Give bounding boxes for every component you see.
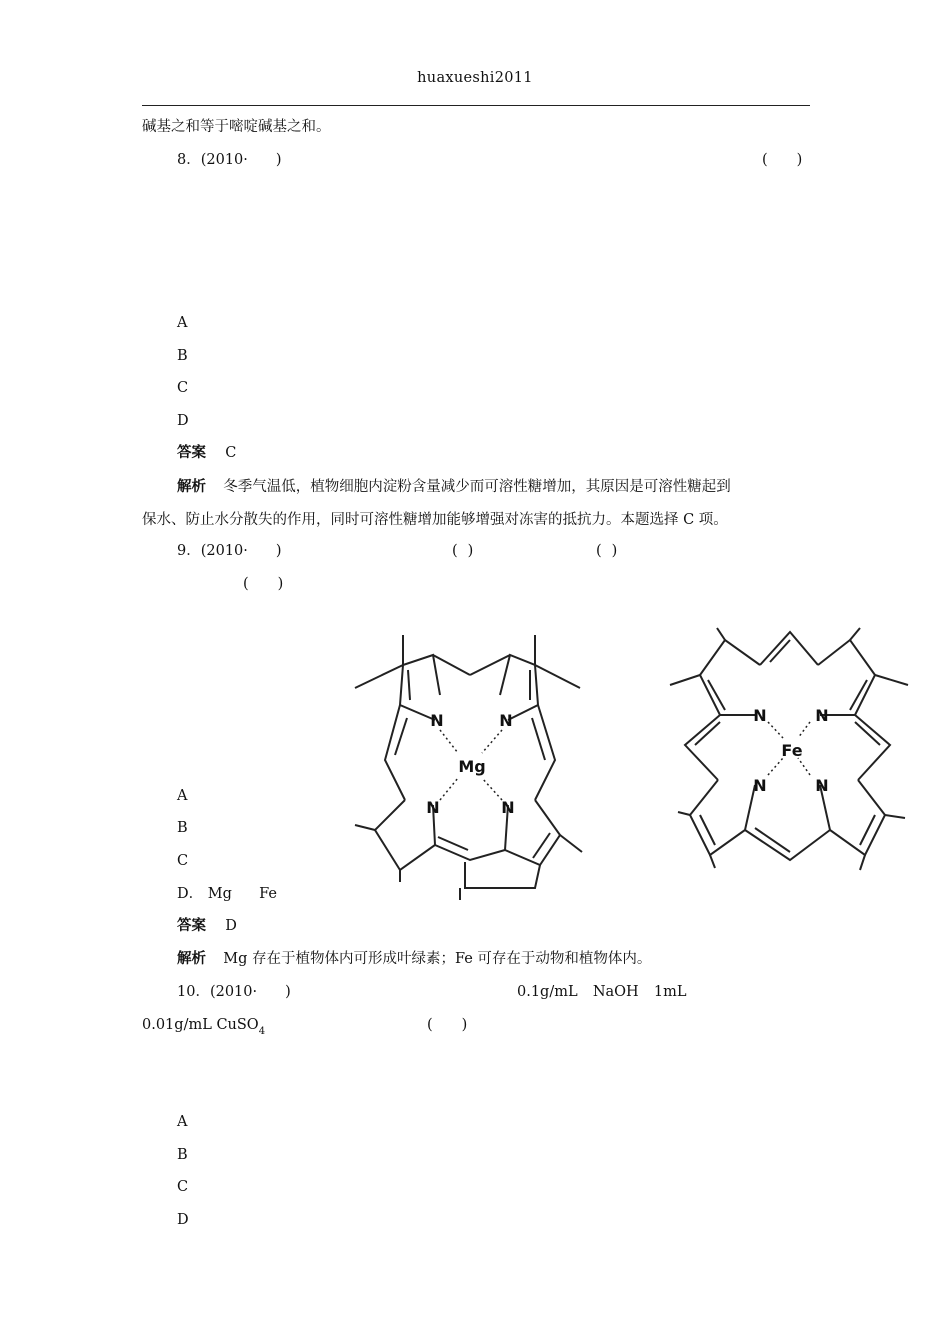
q8-analysis-label: 解析	[177, 478, 206, 495]
q9-option-d-label: D．	[177, 886, 204, 902]
mg-n-top-left: N	[430, 711, 444, 730]
q10-option-d: D	[177, 1212, 189, 1228]
q10-line1	[177, 982, 291, 1002]
q9-option-b: B	[177, 820, 188, 836]
q10-option-a: A	[177, 1114, 188, 1130]
q9-option-d-fe: Fe	[259, 886, 277, 902]
q9-paren-2-open: (	[596, 543, 602, 559]
q9-number: 9．(2010·	[177, 543, 248, 559]
q9-option-d	[177, 884, 277, 904]
q10-line2	[142, 1015, 265, 1042]
fe-center-label: Fe	[781, 741, 803, 760]
page-header: huaxueshi2011	[417, 70, 533, 86]
q10-line1-right	[517, 982, 687, 1002]
q8-line1	[177, 150, 282, 170]
q8-option-d: D	[177, 413, 189, 429]
fe-n-top-left: N	[753, 706, 767, 725]
porphyrin-structures-figure	[340, 620, 940, 910]
fe-n-top-right: N	[815, 706, 829, 725]
q10-naoh: NaOH	[592, 984, 639, 1000]
q8-analysis-text-2: 保水、防止水分散失的作用，同时可溶性糖增加能够增强对冻害的抵抗力。本题选择 C 项。	[142, 512, 728, 528]
q9-option-a: A	[177, 788, 188, 804]
q10-volume: 1mL	[653, 984, 687, 1000]
fe-n-bottom-right: N	[815, 776, 829, 795]
q8-answer	[177, 443, 236, 463]
q9-paren-2-close: )	[611, 543, 618, 559]
q8-source-close: )	[275, 152, 282, 168]
q10-number: 10．(2010·	[177, 984, 258, 1000]
q9-answer-paren: ( )	[243, 576, 284, 592]
q9-paren-1-close: )	[467, 543, 474, 559]
q8-option-c: C	[177, 380, 189, 396]
q8-answer-value: C	[225, 445, 237, 461]
q9-source-close: )	[275, 543, 282, 559]
q8-answer-paren: ( )	[762, 152, 803, 168]
q9-paren-2	[596, 541, 617, 561]
header-rule	[142, 105, 810, 106]
q9-option-d-mg: Mg	[207, 886, 232, 902]
q9-answer-value: D	[225, 918, 237, 934]
continuation-text: 碱基之和等于嘧啶碱基之和。	[142, 119, 331, 135]
mg-center-label: Mg	[458, 757, 486, 776]
mg-n-bottom-left: N	[426, 798, 440, 817]
q9-analysis-label: 解析	[177, 950, 206, 967]
q10-answer-paren: ( )	[427, 1017, 468, 1033]
q9-answer	[177, 916, 237, 936]
q8-option-b: B	[177, 348, 188, 364]
q8-analysis-text-1: 冬季气温低，植物细胞内淀粉含量减少而可溶性糖增加，其原因是可溶性糖起到	[223, 479, 731, 495]
q9-paren-1-open: (	[452, 543, 458, 559]
q10-cuso4: 0.01g/mL CuSO	[142, 1017, 259, 1033]
q10-option-b: B	[177, 1147, 188, 1163]
q9-option-c: C	[177, 853, 189, 869]
q10-option-c: C	[177, 1179, 189, 1195]
fe-n-bottom-left: N	[753, 776, 767, 795]
q8-option-a: A	[177, 315, 188, 331]
mg-n-top-right: N	[499, 711, 513, 730]
q8-answer-label: 答案	[177, 444, 206, 461]
q9-analysis	[177, 949, 651, 969]
q10-naoh-concentration: 0.1g/mL	[517, 984, 578, 1000]
q10-cuso4-subscript: 4	[258, 1026, 266, 1037]
q9-analysis-text: Mg 存在于植物体内可形成叶绿素；Fe 可存在于动物和植物体内。	[223, 951, 652, 967]
q9-answer-label: 答案	[177, 917, 206, 934]
q8-analysis-line1	[177, 477, 731, 497]
q9-line1	[177, 541, 282, 561]
mg-n-bottom-right: N	[501, 798, 515, 817]
q9-paren-1	[452, 541, 473, 561]
q10-source-close: )	[285, 984, 291, 1000]
q8-number: 8．(2010·	[177, 152, 248, 168]
